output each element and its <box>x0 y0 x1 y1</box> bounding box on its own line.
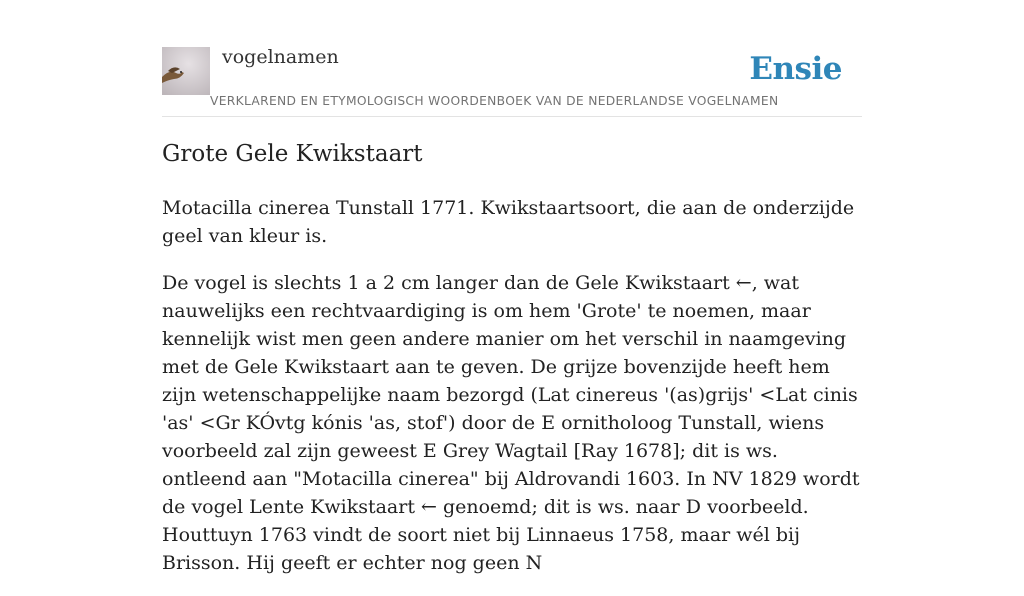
site-header <box>162 40 862 117</box>
article-paragraph: Motacilla cinerea Tunstall 1771. Kwikstaartsoort, die aan de onderzijde geel van kleur is. <box>162 197 855 247</box>
brand-logo[interactable]: Ensie <box>749 51 842 87</box>
bird-icon <box>162 47 210 95</box>
article-paragraph: De vogel is slechts 1 a 2 cm langer dan de Gele Kwikstaart ←, wat nauwelijks een rechtvaardiging is om hem 'Grote' te noemen, maar kennelijk wist men geen andere manier om het verschil in naamgeving met de Gele Kwikstaart aan te geven. De grijze bovenzijde heeft hem zijn wetenschappelijke naam bezorgd (Lat cinereus '(as)grijs' <Lat cinis 'as' <Gr KÓvtg kónis 'as, stof') door de E ornitholoog Tunstall, wiens voorbeeld zal zijn geweest E Grey Wagtail [Ray 1678]; dit is ws. ontleend aan "Motacilla cinerea" bij Aldrovandi 1603. In NV 1829 wordt de vogel Lente Kwikstaart ← genoemd; dit is ws. naar D voorbeeld. Houttuyn 1763 vindt de soort niet bij Linnaeus 1758, maar wél bij Brisson. Hij geeft er echter nog geen N <box>162 272 860 574</box>
article <box>162 138 868 596</box>
site-subtitle: VERKLAREND EN ETYMOLOGISCH WOORDENBOEK VAN DE NEDERLANDSE VOGELNAMEN <box>210 94 779 108</box>
bird-avatar-icon[interactable] <box>162 47 210 95</box>
page-title: Grote Gele Kwikstaart <box>162 141 423 167</box>
site-name[interactable]: vogelnamen <box>222 46 339 68</box>
